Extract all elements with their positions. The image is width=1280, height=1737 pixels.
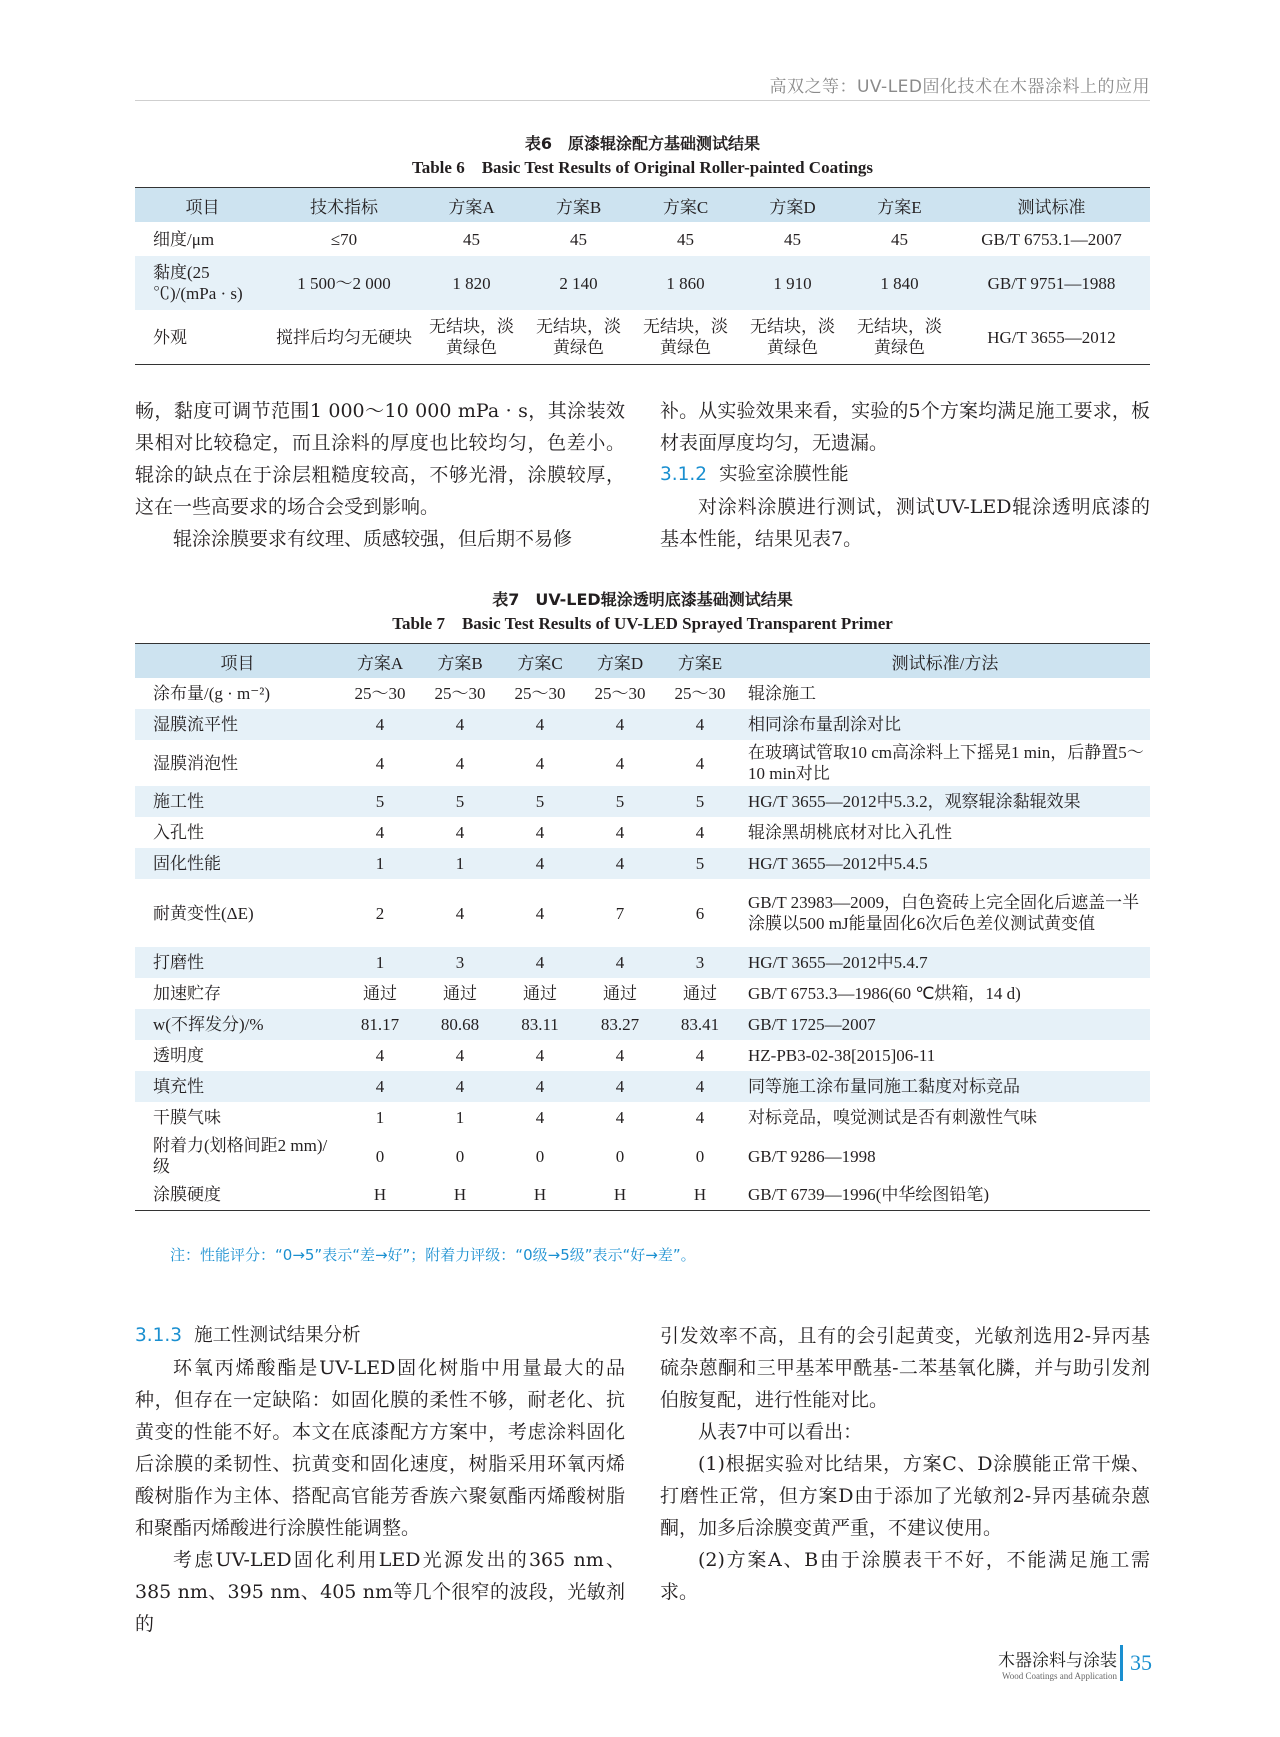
table-cell: 4 — [615, 1046, 625, 1065]
table6-header-cell: 方案D — [739, 188, 846, 223]
journal-name-cn: 木器涂料与涂装 — [998, 1651, 1117, 1671]
table-row — [135, 879, 1150, 947]
table-cell: 4 — [500, 709, 580, 740]
table-cell: 外观 — [135, 310, 270, 365]
table-cell: 通过 — [523, 984, 557, 1003]
table-row — [135, 1071, 1150, 1102]
table-cell: H — [660, 1179, 740, 1211]
table6-caption — [135, 132, 1150, 180]
table-cell: 4 — [420, 1071, 500, 1102]
journal-name — [998, 1646, 1117, 1681]
table-cell: 相同涂布量刮涂对比 — [740, 709, 1150, 740]
table-cell: 通过 — [603, 984, 637, 1003]
table-cell: 无结块，淡黄绿色 — [632, 310, 739, 365]
paragraph: 引发效率不高，且有的会引起黄变，光敏剂选用2-异丙基硫杂蒽酮和三甲基苯甲酰基-二苯基氧化膦，并与助引发剂伯胺复配，进行性能对比。 — [660, 1325, 1150, 1411]
table-cell: 4 — [695, 1046, 705, 1065]
table6-header-row — [135, 188, 1150, 223]
table-cell: 耐黄变性(ΔE) — [153, 903, 254, 923]
table-cell: 透明度 — [153, 1046, 204, 1065]
table7-caption — [135, 588, 1150, 636]
table-cell: 45 — [784, 229, 801, 249]
paragraph: 从表7中可以看出： — [698, 1421, 863, 1443]
table-cell: 4 — [340, 1071, 420, 1102]
table-cell: 4 — [500, 947, 580, 978]
table-cell: HG/T 3655—2012中5.4.5 — [740, 848, 1150, 879]
table-cell: 5 — [660, 786, 740, 817]
table-cell: 4 — [375, 753, 385, 773]
table-cell: 4 — [455, 903, 465, 923]
table6-header-cell: 测试标准 — [953, 188, 1150, 223]
table-cell: 4 — [695, 1108, 705, 1127]
table6-header-cell: 方案B — [525, 188, 632, 223]
table-cell: HG/T 3655—2012中5.4.7 — [740, 947, 1150, 978]
table-cell: 83.11 — [500, 1009, 580, 1040]
table-cell: 1 840 — [846, 256, 953, 310]
table-cell: 1 — [340, 947, 420, 978]
table-cell: 80.68 — [420, 1009, 500, 1040]
paragraph: 对涂料涂膜进行测试，测试UV-LED辊涂透明底漆的基本性能，结果见表7。 — [660, 496, 1150, 550]
table-cell: 黏度(25 ℃)/(mPa · s) — [135, 256, 270, 310]
table7-header-cell: 方案E — [660, 644, 740, 679]
table-cell: 83.27 — [580, 1009, 660, 1040]
table-cell: 25～30 — [434, 684, 486, 703]
table7-header-row — [135, 644, 1150, 679]
table-cell: 1 820 — [418, 256, 525, 310]
table-cell: 5 — [580, 786, 660, 817]
table-row — [135, 709, 1150, 740]
table6-header-cell: 方案A — [418, 188, 525, 223]
table-cell: 4 — [375, 823, 385, 842]
table-cell: 干膜气味 — [153, 1108, 221, 1127]
table-cell: 5 — [500, 786, 580, 817]
table-cell: 0 — [455, 1146, 465, 1166]
table-cell: 4 — [340, 709, 420, 740]
table-cell: 4 — [615, 823, 625, 842]
table-cell: 对标竞品，嗅觉测试是否有刺激性气味 — [748, 1108, 1037, 1127]
table-cell: 细度/μm — [153, 229, 215, 249]
paragraph: 环氧丙烯酸酯是UV-LED固化树脂中用量最大的品种，但存在一定缺陷：如固化膜的柔性不够，耐老化、抗黄变的性能不好。本文在底漆配方方案中，考虑涂料固化后涂膜的柔韧性、抗黄变和固化速度，树脂采用环氧丙烯酸树脂作为主体、搭配高官能芳香族六聚氨酯丙烯酸树脂和聚酯丙烯酸进行涂膜性能调整。 — [135, 1357, 625, 1539]
table7-title-en: Table 7 Basic Test Results of UV-LED Sprayed Transparent Primer — [392, 614, 893, 633]
table-cell: 0 — [375, 1146, 385, 1166]
paragraph: (2)方案A、B由于涂膜表干不好，不能满足施工需求。 — [660, 1549, 1150, 1603]
table-cell: 4 — [695, 823, 705, 842]
table-cell: 4 — [535, 903, 545, 923]
table-cell: 搅拌后均匀无硬块 — [270, 310, 418, 365]
table6-header-cell: 方案E — [846, 188, 953, 223]
table-cell: 涂膜硬度 — [135, 1179, 340, 1211]
table-cell: 0 — [535, 1146, 545, 1166]
table-cell: 4 — [535, 753, 545, 773]
table-row — [135, 740, 1150, 786]
table-cell: H — [420, 1179, 500, 1211]
table-cell: 25～30 — [594, 684, 646, 703]
table6-header-cell: 方案C — [632, 188, 739, 223]
table-cell: GB/T 1725—2007 — [740, 1009, 1150, 1040]
table-cell: 4 — [500, 1071, 580, 1102]
table-row — [135, 256, 1150, 310]
table-cell: 4 — [580, 848, 660, 879]
table-cell: 无结块，淡黄绿色 — [418, 310, 525, 365]
table-cell: 83.41 — [660, 1009, 740, 1040]
table-cell: 4 — [535, 823, 545, 842]
table-cell: 入孔性 — [153, 823, 204, 842]
table-cell: ≤70 — [330, 229, 358, 249]
table-cell: 45 — [891, 229, 908, 249]
table-row — [135, 786, 1150, 817]
table7-header-cell: 方案D — [580, 644, 660, 679]
table-row — [135, 947, 1150, 978]
paragraph: 辊涂涂膜要求有纹理、质感较强，但后期不易修 — [173, 528, 573, 550]
table-row — [135, 1009, 1150, 1040]
paragraph: 考虑UV-LED固化利用LED光源发出的365 nm、385 nm、395 nm、405 nm等几个很窄的波段，光敏剂的 — [135, 1549, 625, 1635]
table-cell: 涂布量/(g · m⁻²) — [153, 684, 270, 703]
body-left-bottom — [135, 1320, 625, 1640]
table-cell: 1 — [340, 848, 420, 879]
table-cell: 4 — [535, 1046, 545, 1065]
table-cell: 5 — [420, 786, 500, 817]
table-cell: H — [500, 1179, 580, 1211]
table-cell: 4 — [375, 1046, 385, 1065]
table-cell: 1 — [420, 848, 500, 879]
table-row — [135, 1133, 1150, 1179]
table7-note: 注：性能评分：“0→5”表示“差→好”；附着力评级：“0级→5级”表示“好→差”。 — [170, 1246, 696, 1264]
table-cell: HG/T 3655—2012中5.3.2，观察辊涂黏辊效果 — [740, 786, 1150, 817]
paragraph: (1)根据实验对比结果，方案C、D涂膜能正常干燥、打磨性正常，但方案D由于添加了光敏剂2-异丙基硫杂蒽酮，加多后涂膜变黄严重，不建议使用。 — [660, 1453, 1150, 1539]
table-cell: 0 — [615, 1146, 625, 1166]
table-cell: 4 — [580, 1071, 660, 1102]
table-cell: 同等施工涂布量同施工黏度对标竞品 — [740, 1071, 1150, 1102]
table-cell: 2 140 — [525, 256, 632, 310]
table-row — [135, 222, 1150, 256]
table-cell: 无结块，淡黄绿色 — [525, 310, 632, 365]
table6-title-cn: 表6 原漆辊涂配方基础测试结果 — [524, 134, 761, 153]
table-cell: 4 — [455, 753, 465, 773]
table-cell: 湿膜消泡性 — [153, 753, 238, 773]
table6-title-en: Table 6 Basic Test Results of Original Roller-painted Coatings — [411, 158, 874, 177]
body-right-bottom — [660, 1320, 1150, 1608]
table-cell: 6 — [695, 903, 705, 923]
section-title: 施工性测试结果分析 — [194, 1325, 361, 1346]
page-number: 35 — [1130, 1650, 1152, 1675]
table-cell: GB/T 6739—1996(中华绘图铅笔) — [740, 1179, 1150, 1211]
section-heading — [660, 459, 1150, 491]
section-title: 实验室涂膜性能 — [719, 464, 849, 485]
table-cell: 加速贮存 — [153, 984, 221, 1003]
table7-header-cell: 方案C — [500, 644, 580, 679]
section-number: 3.1.2 — [660, 464, 708, 485]
table-row — [135, 310, 1150, 365]
table-row — [135, 1102, 1150, 1133]
table-row — [135, 1179, 1150, 1211]
table-cell: 4 — [615, 753, 625, 773]
table-cell: GB/T 23983—2009，白色瓷砖上完全固化后遮盖一半涂膜以500 mJ能量固化6次后色差仪测试黄变值 — [748, 893, 1140, 933]
table-cell: 在玻璃试管取10 cm高涂料上下摇晃1 min，后静置5～10 min对比 — [748, 743, 1144, 783]
table-cell: 固化性能 — [135, 848, 340, 879]
table-cell: 4 — [580, 709, 660, 740]
table-cell: 4 — [660, 1071, 740, 1102]
table-cell: 4 — [695, 753, 705, 773]
table-cell: 25～30 — [354, 684, 406, 703]
table-cell: 5 — [660, 848, 740, 879]
table7-header-cell: 方案A — [340, 644, 420, 679]
table-cell: 附着力(划格间距2 mm)/级 — [153, 1136, 328, 1176]
paragraph: 畅，黏度可调节范围1 000～10 000 mPa · s，其涂装效果相对比较稳定，而且涂料的厚度也比较均匀，色差小。辊涂的缺点在于涂层粗糙度较高，不够光滑，涂膜较厚，这在一些高要求的场合会受到影响。 — [135, 400, 625, 518]
table-cell: 4 — [535, 1108, 545, 1127]
table-cell: 3 — [420, 947, 500, 978]
table-cell: 4 — [420, 709, 500, 740]
table-cell: 无结块，淡黄绿色 — [846, 310, 953, 365]
table-cell: w(不挥发分)/% — [135, 1009, 340, 1040]
table-cell: 4 — [455, 1046, 465, 1065]
table7-title-cn: 表7 UV-LED辊涂透明底漆基础测试结果 — [492, 590, 793, 609]
table-cell: 1 910 — [739, 256, 846, 310]
table-cell: 0 — [695, 1146, 705, 1166]
table-cell: 3 — [660, 947, 740, 978]
table-cell: GB/T 6753.1—2007 — [981, 229, 1122, 249]
table-cell: 施工性 — [135, 786, 340, 817]
table-cell: 5 — [340, 786, 420, 817]
body-right-top — [660, 395, 1150, 555]
table-cell: 2 — [375, 903, 385, 923]
table-cell: 湿膜流平性 — [135, 709, 340, 740]
table-cell: 1 — [455, 1108, 465, 1127]
table-cell: HG/T 3655—2012 — [953, 310, 1150, 365]
table-cell: GB/T 9751—1988 — [953, 256, 1150, 310]
table-cell: H — [340, 1179, 420, 1211]
table-cell: HZ-PB3-02-38[2015]06-11 — [748, 1046, 936, 1065]
table-cell: H — [580, 1179, 660, 1211]
body-left-top — [135, 395, 625, 555]
table7 — [135, 643, 1150, 1211]
table-row — [135, 817, 1150, 848]
table-cell: GB/T 6753.3—1986(60 ℃烘箱，14 d) — [748, 984, 1021, 1003]
table-cell: 1 500～2 000 — [270, 256, 418, 310]
table6 — [135, 187, 1150, 365]
table-cell: 25～30 — [674, 684, 726, 703]
table-cell: 25～30 — [514, 684, 566, 703]
table-cell: 辊涂施工 — [748, 684, 816, 703]
table-cell: 4 — [500, 848, 580, 879]
header-rule — [135, 100, 1150, 101]
table-cell: 4 — [455, 823, 465, 842]
table-cell: 1 — [375, 1108, 385, 1127]
table-cell: 通过 — [683, 984, 717, 1003]
table-cell: 填充性 — [135, 1071, 340, 1102]
table-row — [135, 848, 1150, 879]
table-cell: 1 860 — [632, 256, 739, 310]
table6-header-cell: 技术指标 — [270, 188, 418, 223]
table6-header-cell: 项目 — [135, 188, 270, 223]
table-cell: 81.17 — [340, 1009, 420, 1040]
table7-header-cell: 项目 — [135, 644, 340, 679]
table-cell: 45 — [463, 229, 480, 249]
table7-header-cell: 方案B — [420, 644, 500, 679]
table-cell: 4 — [660, 709, 740, 740]
table-cell: 45 — [570, 229, 587, 249]
table-cell: 无结块，淡黄绿色 — [739, 310, 846, 365]
table-cell: GB/T 9286—1998 — [748, 1146, 876, 1166]
table-cell: 打磨性 — [135, 947, 340, 978]
footer-divider — [1120, 1645, 1123, 1681]
paragraph: 补。从实验效果来看，实验的5个方案均满足施工要求，板材表面厚度均匀，无遗漏。 — [660, 400, 1150, 454]
table-cell: 7 — [615, 903, 625, 923]
table-cell: 4 — [580, 947, 660, 978]
table-row — [135, 678, 1150, 709]
table-cell: 45 — [677, 229, 694, 249]
table-row — [135, 978, 1150, 1009]
table7-header-cell: 测试标准/方法 — [740, 644, 1150, 679]
journal-name-en: Wood Coatings and Application — [1001, 1671, 1117, 1681]
section-number: 3.1.3 — [135, 1325, 183, 1346]
table-cell: 通过 — [363, 984, 397, 1003]
table-cell: 通过 — [443, 984, 477, 1003]
running-head: 高双之等：UV-LED固化技术在木器涂料上的应用 — [769, 77, 1150, 97]
table-cell: 辊涂黑胡桃底材对比入孔性 — [748, 823, 952, 842]
section-heading — [135, 1320, 625, 1352]
table-cell: 4 — [615, 1108, 625, 1127]
table-row — [135, 1040, 1150, 1071]
